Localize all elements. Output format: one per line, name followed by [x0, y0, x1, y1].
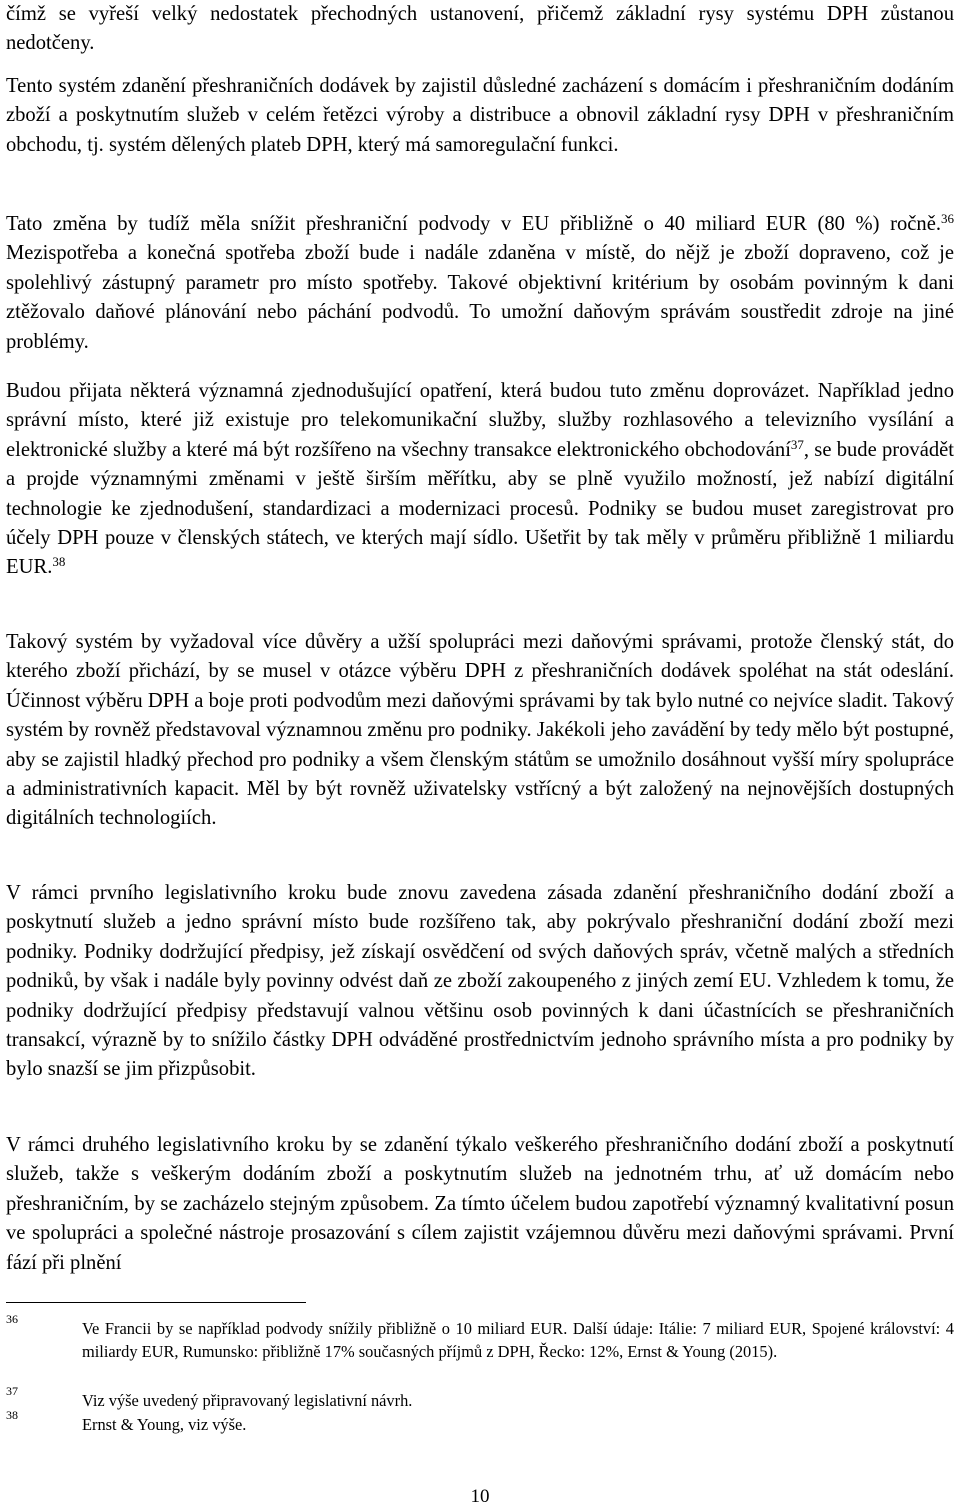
- paragraph-4-text-a: Budou přijata některá významná zjednodušující opatření, která budou tuto změnu doprovázet. Například jedno správní místo, které již existuje pro telekomunikační služby, služby rozhlasového a televizního vysílání a elektronické služby a které má být rozšířeno na všechny transakce elektronického obchodování: [6, 380, 954, 461]
- paragraph-1-text: čímž se vyřeší velký nedostatek přechodných ustanovení, přičemž základní rysy systému DPH zůstanou nedotčeny.: [6, 3, 954, 55]
- footnote-text: Ernst & Young, viz výše.: [82, 1415, 247, 1434]
- paragraph-5: [6, 628, 954, 834]
- paragraph-6-text: V rámci prvního legislativního kroku bude znovu zavedena zásada zdanění přeshraničního dodání zboží a poskytnutí služeb a jedno správní místo bude rozšířeno tak, aby pokrývalo přeshraniční dodání zboží mezi podniky. Podniky dodržující předpisy, jež získají osvědčení od svých daňových správ, včetně malých a středních podniků, by však i nadále byly povinny odvést daň ze zboží zakoupeného z jiných zemí EU. Vzhledem k tomu, že podniky dodržující předpisy představují valnou většinu osob povinných k dani účastnících se přeshraničních transakcí, výrazně by to snížilo částky DPH odváděné prostřednictvím jednoho správního místa a pro podniky by bylo snazší se jim přizpůsobit.: [6, 882, 954, 1081]
- footnote-ref-37[interactable]: 37: [790, 436, 804, 452]
- paragraph-3-text-b: Mezispotřeba a konečná spotřeba zboží bude i nadále zdaněna v místě, do nějž je zboží dopraveno, což je spolehlivý zástupný parametr pro místo spotřeby. Takové objektivní kritérium by osobám povinným k dani ztěžovalo daňové plánování nebo páchání podvodů. To umožní daňovým správám soustředit zdroje na jiné problémy.: [6, 242, 954, 353]
- page-number: 10: [470, 1486, 490, 1507]
- footnote-number: 38: [6, 1408, 18, 1422]
- footnote-separator: [6, 1302, 306, 1303]
- paragraph-7-text: V rámci druhého legislativního kroku by se zdanění týkalo veškerého přeshraničního dodání zboží a poskytnutí služeb, takže s veškerým dodáním zboží a poskytnutím služeb na jednotném trhu, ať už domácím nebo přeshraničním, by se zacházelo stejným způsobem. Za tímto účelem budou zapotřebí významný kvalitativní posun ve spolupráci a společné nástroje prosazování s cílem zajistit vzájemnou důvěru mezi daňovými správami. První fází při plnění: [6, 1134, 954, 1274]
- footnote-number: 36: [6, 1312, 18, 1326]
- paragraph-4-text-b: , se bude provádět a projde významnými změnami v ještě širším měřítku, aby se plně využilo možností, jež nabízí digitální technologie ke zjednodušení, standardizaci a modernizaci procesů. Podniky se budou muset zaregistrovat pro účely DPH pouze v členských státech, ve kterých mají sídlo. Ušetřit by tak měly v průměru přibližně 1 miliardu EUR.: [6, 438, 955, 579]
- footnote-ref-38[interactable]: 38: [52, 554, 66, 570]
- paragraph-2: [6, 72, 954, 160]
- paragraph-4: [6, 377, 954, 583]
- paragraph-6: [6, 879, 954, 1085]
- footnote-text: Ve Francii by se například podvody snížily přibližně o 10 miliard EUR. Další údaje: Itálie: 7 miliard EUR, Spojené království: 4 miliardy EUR, Rumunsko: přibližně 17% současných příjmů z DPH, Řecko: 12%, Ernst & Young (2015).: [82, 1319, 954, 1361]
- footnote-text: Viz výše uvedený připravovaný legislativní návrh.: [82, 1391, 413, 1410]
- paragraph-7: [6, 1131, 954, 1278]
- paragraph-2-text: Tento systém zdanění přeshraničních dodávek by zajistil důsledné zacházení s domácím i přeshraničním dodáním zboží a poskytnutím služeb v celém řetězci výroby a distribuce a obnovil základní rysy DPH v přeshraničním obchodu, tj. systém dělených plateb DPH, který má samoregulační funkci.: [6, 75, 954, 156]
- paragraph-3: [6, 210, 954, 357]
- paragraph-5-text: Takový systém by vyžadoval více důvěry a užší spolupráci mezi daňovými správami, protože členský stát, do kterého zboží přichází, by se musel v otázce výběru DPH z přeshraničních dodávek spoléhat na stát odeslání. Účinnost výběru DPH a boje proti podvodům mezi daňovými správami by tak bylo nutné co nejvíce sladit. Takový systém by rovněž představoval významnou změnu pro podniky. Jakékoli jeho zavádění by tedy mělo být postupné, aby se zajistil hladký přechod pro podniky a všem členským státům se umožnilo dosáhnout vyšší míry spolupráce a administrativních kapacit. Měl by být rovněž uživatelsky vstřícný a být založený na nejnovějších dostupných digitálních technologiích.: [6, 631, 954, 830]
- footnote-number: 37: [6, 1384, 18, 1398]
- footnote-ref-36[interactable]: 36: [941, 211, 954, 226]
- paragraph-3-text-a: Tato změna by tudíž měla snížit přeshraniční podvody v EU přibližně o 40 miliard EUR (80 %) ročně.: [6, 213, 941, 235]
- paragraph-1: [6, 0, 954, 59]
